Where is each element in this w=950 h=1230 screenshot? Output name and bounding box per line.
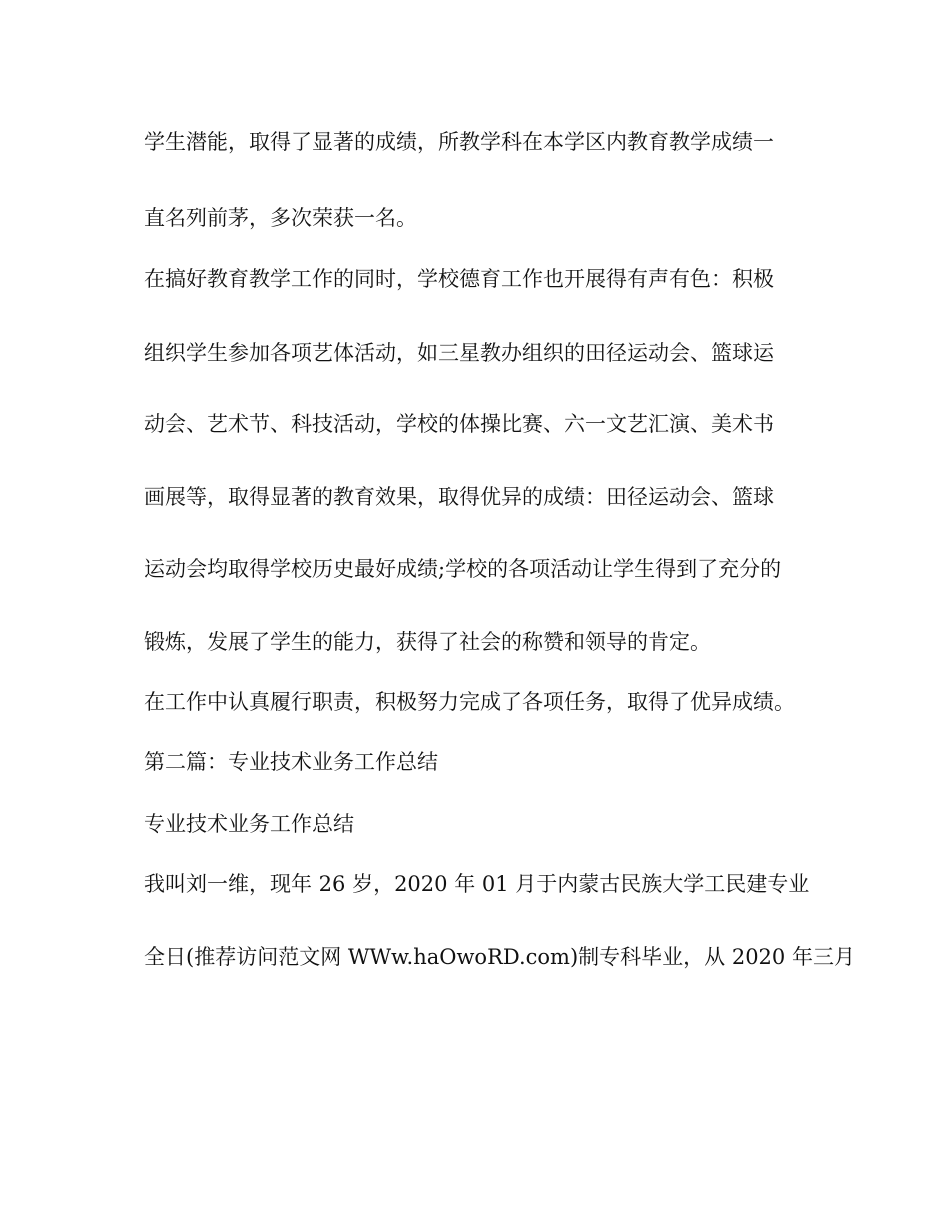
section-heading: 第二篇：专业技术业务工作总结 xyxy=(144,750,438,774)
paragraph-line: 动会、艺术节、科技活动，学校的体操比赛、六一文艺汇演、美术书 xyxy=(144,412,774,436)
paragraph-line: 组织学生参加各项艺体活动，如三星教办组织的田径运动会、篮球运 xyxy=(144,341,774,365)
paragraph-line: 锻炼，发展了学生的能力，获得了社会的称赞和领导的肯定。 xyxy=(144,630,711,654)
section-subheading: 专业技术业务工作总结 xyxy=(144,812,354,836)
paragraph-line: 我叫刘一维，现年 26 岁，2020 年 01 月于内蒙古民族大学工民建专业 xyxy=(144,872,810,896)
paragraph-line: 直名列前茅，多次荣获一名。 xyxy=(144,206,417,230)
paragraph-line: 运动会均取得学校历史最好成绩;学校的各项活动让学生得到了充分的 xyxy=(144,557,782,581)
paragraph-line: 画展等，取得显著的教育效果，取得优异的成绩：田径运动会、篮球 xyxy=(144,485,774,509)
paragraph-line: 在搞好教育教学工作的同时，学校德育工作也开展得有声有色：积极 xyxy=(144,267,774,291)
paragraph-line: 在工作中认真履行职责，积极努力完成了各项任务，取得了优异成绩。 xyxy=(144,690,795,714)
paragraph-line: 学生潜能，取得了显著的成绩，所教学科在本学区内教育教学成绩一 xyxy=(144,130,774,154)
paragraph-line: 全日(推荐访问范文网 WWw.haOwoRD.com)制专科毕业，从 2020 年三月 xyxy=(144,945,855,969)
